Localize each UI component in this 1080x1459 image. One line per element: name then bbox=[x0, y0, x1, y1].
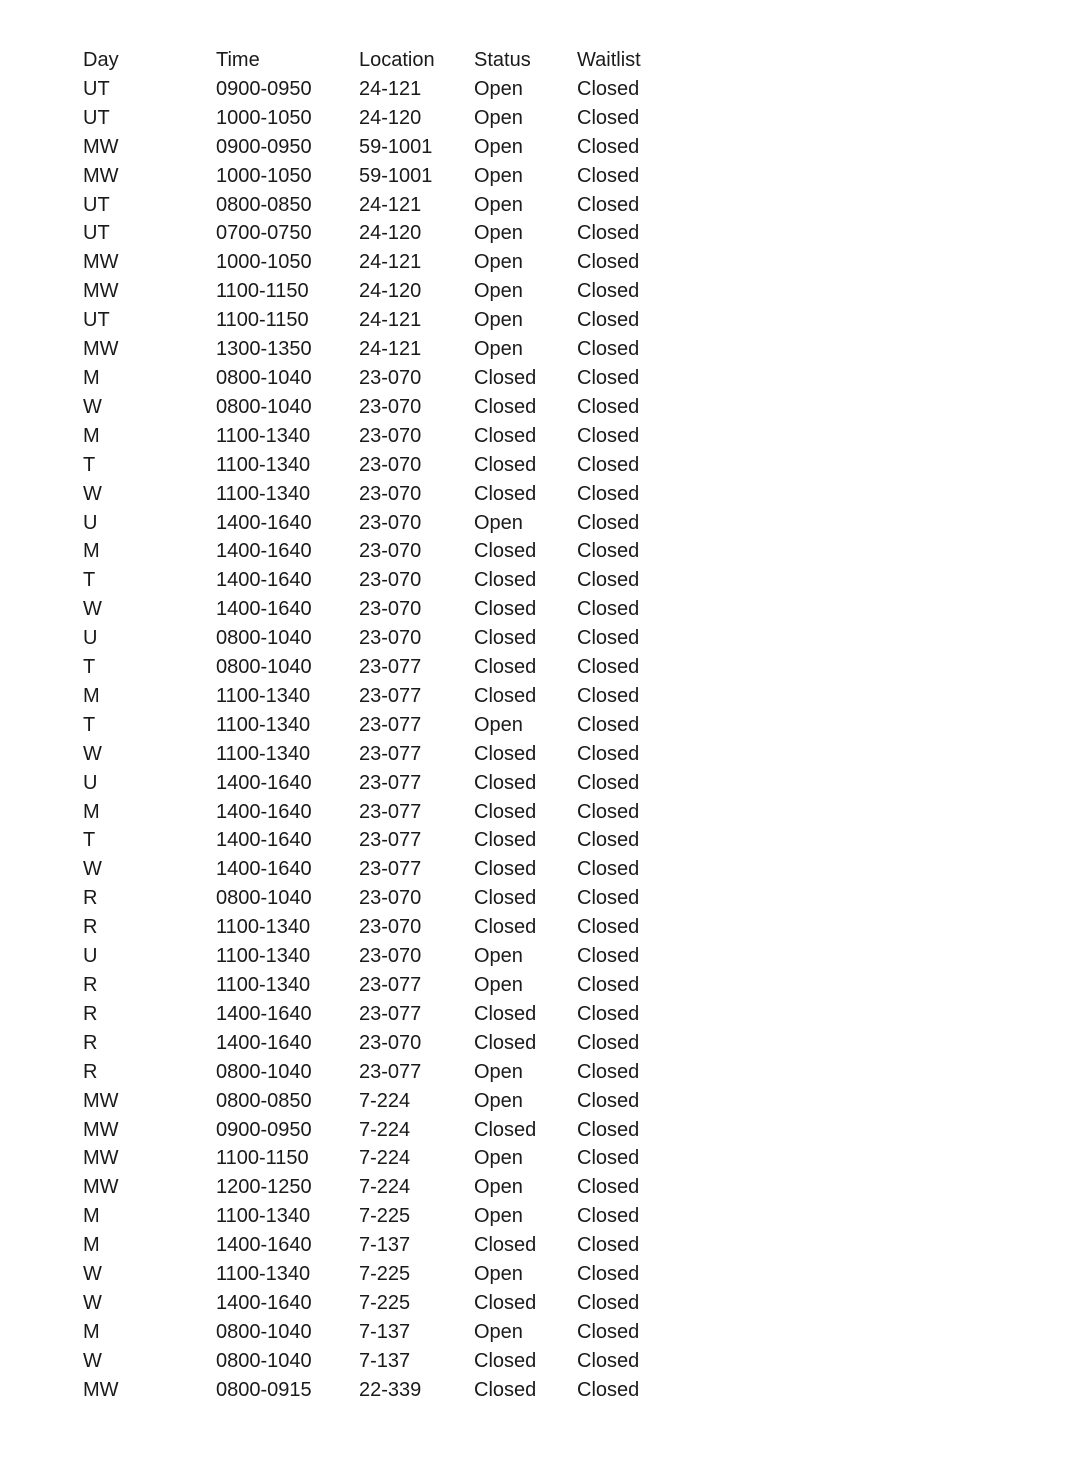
time-cell: 1100-1340 bbox=[216, 742, 311, 765]
day-cell: UT bbox=[83, 193, 110, 216]
time-cell: 1400-1640 bbox=[216, 540, 312, 563]
time-cell: 1100-1340 bbox=[216, 916, 311, 939]
location-cell: 24-121 bbox=[359, 77, 422, 100]
waitlist-cell: Closed bbox=[577, 251, 640, 274]
location-cell: 23-070 bbox=[359, 366, 422, 389]
table-row bbox=[83, 1231, 697, 1260]
waitlist-cell: Closed bbox=[577, 829, 640, 852]
day-cell: MW bbox=[83, 1118, 119, 1141]
time-cell: 1100-1340 bbox=[216, 424, 311, 447]
day-cell: T bbox=[83, 453, 96, 476]
location-cell: 23-077 bbox=[359, 1002, 422, 1025]
location-cell: 24-120 bbox=[359, 222, 422, 245]
table-row bbox=[83, 1376, 697, 1405]
location-cell: 22-339 bbox=[359, 1378, 422, 1401]
table-row bbox=[83, 653, 697, 682]
waitlist-cell: Closed bbox=[577, 684, 640, 707]
waitlist-cell: Closed bbox=[577, 453, 640, 476]
status-cell: Open bbox=[474, 1060, 523, 1083]
waitlist-cell: Closed bbox=[577, 1089, 640, 1112]
waitlist-cell: Closed bbox=[577, 1205, 640, 1228]
location-cell: 23-070 bbox=[359, 453, 422, 476]
status-cell: Open bbox=[474, 945, 523, 968]
location-cell: 23-077 bbox=[359, 829, 422, 852]
time-cell: 1400-1640 bbox=[216, 1002, 312, 1025]
time-cell: 1400-1640 bbox=[216, 598, 312, 621]
time-cell: 0800-1040 bbox=[216, 395, 312, 418]
day-cell: MW bbox=[83, 338, 119, 361]
day-cell: U bbox=[83, 511, 98, 534]
status-cell: Open bbox=[474, 280, 523, 303]
table-row bbox=[83, 1318, 697, 1347]
table-row bbox=[83, 1029, 697, 1058]
time-cell: 1100-1150 bbox=[216, 280, 309, 303]
waitlist-cell: Closed bbox=[577, 395, 640, 418]
time-cell: 0800-1040 bbox=[216, 887, 312, 910]
day-cell: UT bbox=[83, 106, 110, 129]
waitlist-cell: Closed bbox=[577, 193, 640, 216]
day-cell: MW bbox=[83, 164, 119, 187]
location-cell: 7-137 bbox=[359, 1349, 411, 1372]
location-cell: 23-070 bbox=[359, 482, 422, 505]
location-cell: 23-070 bbox=[359, 627, 422, 650]
day-cell: W bbox=[83, 742, 102, 765]
table-row bbox=[83, 1289, 697, 1318]
waitlist-cell: Closed bbox=[577, 1291, 640, 1314]
day-cell: M bbox=[83, 366, 100, 389]
location-cell: 23-077 bbox=[359, 858, 422, 881]
waitlist-cell: Closed bbox=[577, 916, 640, 939]
status-cell: Closed bbox=[474, 684, 537, 707]
status-cell: Closed bbox=[474, 569, 537, 592]
location-cell: 23-070 bbox=[359, 540, 422, 563]
table-row bbox=[83, 1202, 697, 1231]
status-cell: Open bbox=[474, 1147, 523, 1170]
table-row bbox=[83, 595, 697, 624]
time-cell: 0900-0950 bbox=[216, 77, 312, 100]
waitlist-cell: Closed bbox=[577, 1349, 640, 1372]
table-row bbox=[83, 335, 697, 364]
table-row bbox=[83, 537, 697, 566]
day-cell: M bbox=[83, 800, 100, 823]
location-cell: 23-077 bbox=[359, 684, 422, 707]
table-row bbox=[83, 75, 697, 104]
status-cell: Closed bbox=[474, 1118, 537, 1141]
status-cell: Closed bbox=[474, 598, 537, 621]
time-cell: 1100-1340 bbox=[216, 684, 311, 707]
waitlist-cell: Closed bbox=[577, 800, 640, 823]
day-cell: M bbox=[83, 1320, 100, 1343]
day-cell: MW bbox=[83, 135, 119, 158]
time-cell: 1400-1640 bbox=[216, 1234, 312, 1257]
location-cell: 7-137 bbox=[359, 1320, 411, 1343]
header-time: Time bbox=[216, 49, 260, 71]
day-cell: M bbox=[83, 540, 100, 563]
time-cell: 0800-1040 bbox=[216, 366, 312, 389]
location-cell: 23-077 bbox=[359, 656, 422, 679]
status-cell: Open bbox=[474, 1320, 523, 1343]
time-cell: 1000-1050 bbox=[216, 164, 312, 187]
day-cell: W bbox=[83, 1263, 102, 1286]
status-cell: Closed bbox=[474, 627, 537, 650]
time-cell: 0900-0950 bbox=[216, 1118, 312, 1141]
table-row bbox=[83, 798, 697, 827]
table-row bbox=[83, 219, 697, 248]
time-cell: 1400-1640 bbox=[216, 569, 312, 592]
day-cell: R bbox=[83, 916, 98, 939]
status-cell: Closed bbox=[474, 800, 537, 823]
waitlist-cell: Closed bbox=[577, 627, 640, 650]
day-cell: W bbox=[83, 1349, 102, 1372]
time-cell: 1200-1250 bbox=[216, 1176, 312, 1199]
status-cell: Open bbox=[474, 164, 523, 187]
table-row bbox=[83, 913, 697, 942]
day-cell: W bbox=[83, 858, 102, 881]
table-row bbox=[83, 104, 697, 133]
status-cell: Open bbox=[474, 974, 523, 996]
table-row bbox=[83, 162, 697, 191]
status-cell: Open bbox=[474, 77, 523, 100]
status-cell: Open bbox=[474, 251, 523, 274]
header-day: Day bbox=[83, 49, 119, 71]
waitlist-cell: Closed bbox=[577, 742, 640, 765]
waitlist-cell: Closed bbox=[577, 887, 640, 910]
waitlist-cell: Closed bbox=[577, 569, 640, 592]
table-row bbox=[83, 942, 697, 971]
status-cell: Open bbox=[474, 135, 523, 158]
table-row bbox=[83, 248, 697, 277]
status-cell: Closed bbox=[474, 1291, 537, 1314]
schedule-rows bbox=[83, 75, 697, 1405]
waitlist-cell: Closed bbox=[577, 1320, 640, 1343]
waitlist-cell: Closed bbox=[577, 1263, 640, 1286]
location-cell: 23-070 bbox=[359, 887, 422, 910]
waitlist-cell: Closed bbox=[577, 598, 640, 621]
waitlist-cell: Closed bbox=[577, 540, 640, 563]
status-cell: Closed bbox=[474, 366, 537, 389]
time-cell: 1000-1050 bbox=[216, 251, 312, 274]
day-cell: M bbox=[83, 424, 100, 447]
time-cell: 0800-1040 bbox=[216, 1320, 312, 1343]
table-row bbox=[83, 1000, 697, 1029]
status-cell: Closed bbox=[474, 887, 537, 910]
status-cell: Open bbox=[474, 338, 523, 361]
table-row bbox=[83, 682, 697, 711]
waitlist-cell: Closed bbox=[577, 1031, 640, 1054]
time-cell: 1100-1340 bbox=[216, 713, 311, 736]
status-cell: Open bbox=[474, 713, 523, 736]
table-row bbox=[83, 480, 697, 509]
day-cell: MW bbox=[83, 1089, 119, 1112]
time-cell: 1400-1640 bbox=[216, 1291, 312, 1314]
table-row bbox=[83, 740, 697, 769]
day-cell: MW bbox=[83, 280, 119, 303]
status-cell: Closed bbox=[474, 424, 537, 447]
location-cell: 7-224 bbox=[359, 1176, 411, 1199]
location-cell: 23-070 bbox=[359, 424, 422, 447]
status-cell: Open bbox=[474, 1205, 523, 1228]
time-cell: 1100-1150 bbox=[216, 309, 309, 332]
table-row bbox=[83, 1116, 697, 1145]
location-cell: 24-120 bbox=[359, 280, 422, 303]
status-cell: Closed bbox=[474, 1349, 537, 1372]
location-cell: 23-070 bbox=[359, 598, 422, 621]
table-row bbox=[83, 393, 697, 422]
time-cell: 1400-1640 bbox=[216, 1031, 312, 1054]
location-cell: 24-121 bbox=[359, 338, 422, 361]
waitlist-cell: Closed bbox=[577, 656, 640, 679]
time-cell: 0800-0915 bbox=[216, 1378, 312, 1401]
location-cell: 7-225 bbox=[359, 1205, 411, 1228]
day-cell: W bbox=[83, 598, 102, 621]
time-cell: 1400-1640 bbox=[216, 800, 312, 823]
time-cell: 0800-1040 bbox=[216, 627, 312, 650]
table-row bbox=[83, 422, 697, 451]
status-cell: Open bbox=[474, 511, 523, 534]
waitlist-cell: Closed bbox=[577, 135, 640, 158]
day-cell: M bbox=[83, 1205, 100, 1228]
waitlist-cell: Closed bbox=[577, 77, 640, 100]
status-cell: Closed bbox=[474, 858, 537, 881]
time-cell: 1400-1640 bbox=[216, 771, 312, 794]
waitlist-cell: Closed bbox=[577, 424, 640, 447]
waitlist-cell: Closed bbox=[577, 771, 640, 794]
table-row bbox=[83, 1058, 697, 1087]
waitlist-cell: Closed bbox=[577, 511, 640, 534]
waitlist-cell: Closed bbox=[577, 1060, 640, 1083]
waitlist-cell: Closed bbox=[577, 280, 640, 303]
status-cell: Open bbox=[474, 309, 523, 332]
waitlist-cell: Closed bbox=[577, 1176, 640, 1199]
schedule-table bbox=[83, 46, 697, 1405]
status-cell: Closed bbox=[474, 540, 537, 563]
day-cell: M bbox=[83, 1234, 100, 1257]
time-cell: 0900-0950 bbox=[216, 135, 312, 158]
day-cell: U bbox=[83, 627, 98, 650]
waitlist-cell: Closed bbox=[577, 1002, 640, 1025]
table-row bbox=[83, 306, 697, 335]
status-cell: Open bbox=[474, 106, 523, 129]
time-cell: 1400-1640 bbox=[216, 829, 312, 852]
location-cell: 23-077 bbox=[359, 1060, 422, 1083]
day-cell: MW bbox=[83, 251, 119, 274]
header-status: Status bbox=[474, 49, 531, 71]
status-cell: Closed bbox=[474, 395, 537, 418]
waitlist-cell: Closed bbox=[577, 482, 640, 505]
table-row bbox=[83, 1087, 697, 1116]
header-waitlist: Waitlist bbox=[577, 49, 641, 71]
day-cell: R bbox=[83, 1002, 98, 1025]
location-cell: 23-070 bbox=[359, 569, 422, 592]
day-cell: T bbox=[83, 656, 96, 679]
waitlist-cell: Closed bbox=[577, 1234, 640, 1257]
time-cell: 1000-1050 bbox=[216, 106, 312, 129]
status-cell: Closed bbox=[474, 482, 537, 505]
location-cell: 23-070 bbox=[359, 945, 422, 968]
status-cell: Open bbox=[474, 222, 523, 245]
time-cell: 0800-0850 bbox=[216, 193, 312, 216]
table-row bbox=[83, 884, 697, 913]
day-cell: UT bbox=[83, 77, 110, 100]
location-cell: 23-077 bbox=[359, 771, 422, 794]
waitlist-cell: Closed bbox=[577, 164, 640, 187]
day-cell: T bbox=[83, 829, 96, 852]
waitlist-cell: Closed bbox=[577, 1378, 640, 1401]
location-cell: 7-224 bbox=[359, 1089, 411, 1112]
day-cell: U bbox=[83, 945, 98, 968]
status-cell: Closed bbox=[474, 742, 537, 765]
time-cell: 0800-1040 bbox=[216, 656, 312, 679]
table-row bbox=[83, 451, 697, 480]
day-cell: R bbox=[83, 1060, 98, 1083]
waitlist-cell: Closed bbox=[577, 713, 640, 736]
time-cell: 1100-1340 bbox=[216, 453, 311, 476]
status-cell: Open bbox=[474, 1089, 523, 1112]
day-cell: MW bbox=[83, 1176, 119, 1199]
day-cell: R bbox=[83, 887, 98, 910]
status-cell: Closed bbox=[474, 829, 537, 852]
location-cell: 23-070 bbox=[359, 916, 422, 939]
time-cell: 1100-1150 bbox=[216, 1147, 309, 1170]
table-row bbox=[83, 711, 697, 740]
time-cell: 1100-1340 bbox=[216, 482, 311, 505]
header-location: Location bbox=[359, 49, 435, 71]
location-cell: 23-070 bbox=[359, 511, 422, 534]
header-row bbox=[83, 46, 697, 75]
status-cell: Closed bbox=[474, 916, 537, 939]
waitlist-cell: Closed bbox=[577, 1118, 640, 1141]
time-cell: 1400-1640 bbox=[216, 511, 312, 534]
time-cell: 1100-1340 bbox=[216, 1205, 311, 1228]
location-cell: 24-121 bbox=[359, 251, 422, 274]
location-cell: 59-1001 bbox=[359, 135, 433, 158]
table-row bbox=[83, 1260, 697, 1289]
day-cell: W bbox=[83, 482, 102, 505]
status-cell: Closed bbox=[474, 771, 537, 794]
waitlist-cell: Closed bbox=[577, 945, 640, 968]
status-cell: Closed bbox=[474, 1378, 537, 1401]
status-cell: Closed bbox=[474, 656, 537, 679]
table-row bbox=[83, 566, 697, 595]
day-cell: UT bbox=[83, 222, 110, 245]
time-cell: 1300-1350 bbox=[216, 338, 312, 361]
location-cell: 7-225 bbox=[359, 1263, 411, 1286]
location-cell: 23-077 bbox=[359, 713, 422, 736]
day-cell: W bbox=[83, 395, 102, 418]
waitlist-cell: Closed bbox=[577, 858, 640, 881]
table-row bbox=[83, 191, 697, 220]
day-cell: T bbox=[83, 713, 96, 736]
location-cell: 23-070 bbox=[359, 395, 422, 418]
waitlist-cell: Closed bbox=[577, 309, 640, 332]
day-cell: MW bbox=[83, 1378, 119, 1401]
location-cell: 59-1001 bbox=[359, 164, 433, 187]
waitlist-cell: Closed bbox=[577, 366, 640, 389]
location-cell: 23-077 bbox=[359, 742, 422, 765]
time-cell: 1100-1340 bbox=[216, 974, 311, 996]
location-cell: 24-121 bbox=[359, 193, 422, 216]
table-row bbox=[83, 624, 697, 653]
day-cell: UT bbox=[83, 309, 110, 332]
status-cell: Open bbox=[474, 193, 523, 216]
table-row bbox=[83, 509, 697, 538]
table-row bbox=[83, 855, 697, 884]
time-cell: 1400-1640 bbox=[216, 858, 312, 881]
location-cell: 24-121 bbox=[359, 309, 422, 332]
time-cell: 0800-0850 bbox=[216, 1089, 312, 1112]
location-cell: 7-225 bbox=[359, 1291, 411, 1314]
day-cell: R bbox=[83, 974, 98, 996]
location-cell: 23-077 bbox=[359, 800, 422, 823]
time-cell: 0700-0750 bbox=[216, 222, 312, 245]
day-cell: U bbox=[83, 771, 98, 794]
waitlist-cell: Closed bbox=[577, 1147, 640, 1170]
time-cell: 0800-1040 bbox=[216, 1349, 312, 1372]
day-cell: R bbox=[83, 1031, 98, 1054]
status-cell: Closed bbox=[474, 1031, 537, 1054]
status-cell: Open bbox=[474, 1176, 523, 1199]
table-row bbox=[83, 133, 697, 162]
location-cell: 23-077 bbox=[359, 974, 422, 996]
location-cell: 7-224 bbox=[359, 1118, 411, 1141]
table-row bbox=[83, 826, 697, 855]
table-row bbox=[83, 364, 697, 393]
day-cell: MW bbox=[83, 1147, 119, 1170]
location-cell: 24-120 bbox=[359, 106, 422, 129]
time-cell: 1100-1340 bbox=[216, 1263, 311, 1286]
waitlist-cell: Closed bbox=[577, 338, 640, 361]
status-cell: Open bbox=[474, 1263, 523, 1286]
table-row bbox=[83, 1144, 697, 1173]
day-cell: M bbox=[83, 684, 100, 707]
location-cell: 7-137 bbox=[359, 1234, 411, 1257]
table-row bbox=[83, 971, 697, 1000]
status-cell: Closed bbox=[474, 1002, 537, 1025]
table-row bbox=[83, 1347, 697, 1376]
location-cell: 7-224 bbox=[359, 1147, 411, 1170]
waitlist-cell: Closed bbox=[577, 974, 640, 996]
schedule-sheet bbox=[83, 46, 697, 1405]
table-row bbox=[83, 769, 697, 798]
table-row bbox=[83, 1173, 697, 1202]
status-cell: Closed bbox=[474, 453, 537, 476]
time-cell: 1100-1340 bbox=[216, 945, 311, 968]
table-row bbox=[83, 277, 697, 306]
waitlist-cell: Closed bbox=[577, 222, 640, 245]
waitlist-cell: Closed bbox=[577, 106, 640, 129]
status-cell: Closed bbox=[474, 1234, 537, 1257]
time-cell: 0800-1040 bbox=[216, 1060, 312, 1083]
day-cell: T bbox=[83, 569, 96, 592]
day-cell: W bbox=[83, 1291, 102, 1314]
location-cell: 23-070 bbox=[359, 1031, 422, 1054]
